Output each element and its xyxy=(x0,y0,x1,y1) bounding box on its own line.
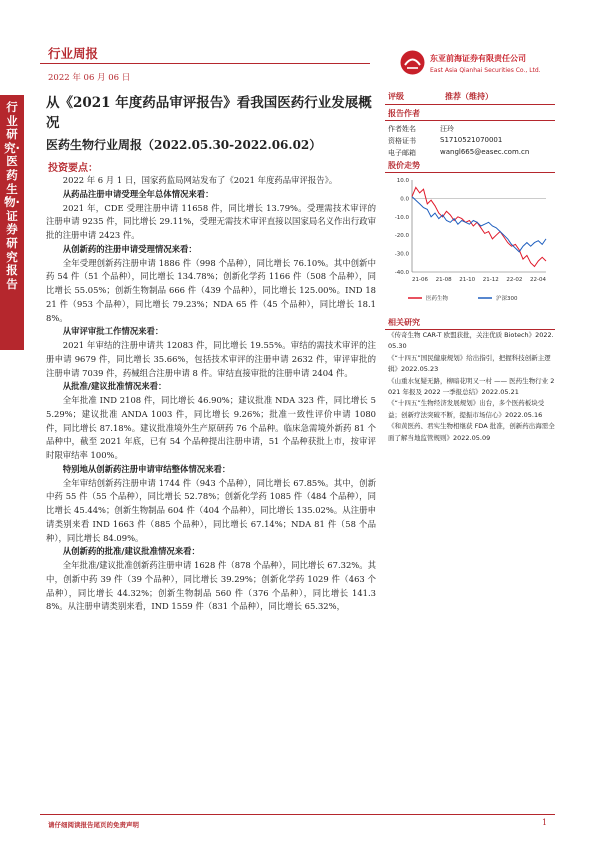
x-tick-label: 21-06 xyxy=(412,277,428,283)
legend-label: 沪深300 xyxy=(496,296,518,302)
author-divider xyxy=(385,120,555,121)
author-email-label: 电子邮箱 xyxy=(388,149,416,157)
investment-highlights-label: 投资要点： xyxy=(48,163,98,174)
author-name-label: 作者姓名 xyxy=(388,125,416,133)
related-item[interactable]: 《和黄医药、君实生物相继获 FDA 批准，创新药出海需全面了解当地监管规则》2022.05.09 xyxy=(388,422,555,442)
related-item[interactable]: 《传奇生物 CAR-T 欧盟获批，关注优质 Biotech》2022.05.30 xyxy=(388,331,554,351)
page-subtitle: 医药生物行业周报（2022.05.30-2022.06.02） xyxy=(46,138,322,152)
report-type: 行业周报 xyxy=(48,46,99,61)
y-tick-label: 10.0 xyxy=(396,178,409,184)
body-heading: 从创新药的注册申请受理情况来看： xyxy=(62,243,197,254)
y-tick-label: -30.0 xyxy=(394,251,409,258)
related-research-list xyxy=(388,330,556,444)
rating-value: 推荐（维持） xyxy=(445,92,493,101)
body-text xyxy=(46,174,376,614)
rating-divider xyxy=(385,104,555,105)
disclaimer-note: 请仔细阅读报告尾页的免责声明 xyxy=(48,821,139,829)
y-tick-label: -40.0 xyxy=(394,270,409,276)
legend-label: 医药生物 xyxy=(426,296,449,302)
x-tick-label: 22-02 xyxy=(506,277,523,283)
page-title: 从《2021 年度药品审评报告》看我国医药行业发展概况 xyxy=(46,95,372,131)
series-line xyxy=(412,197,546,252)
y-tick-label: -20.0 xyxy=(394,233,409,240)
series-line xyxy=(412,187,546,266)
y-tick-label: 0.0 xyxy=(400,196,409,203)
author-name: 汪玲 xyxy=(440,125,454,133)
related-item[interactable]: 《山重水复疑无路，柳暗花明又一村 —— 医药生物行业 2021 年报及 2022 一季报总结》2022.05.21 xyxy=(388,376,555,397)
author-cert-label: 资格证书 xyxy=(388,137,416,145)
body-paragraph: 全年批准 IND 2108 件，同比增长 46.90%；建议批准 NDA 323 件，同比增长 55.29%；建议批准 ANDA 1003 件，同比增长 9.26%；批准一致性评价申请 1080 件，同比增长 87.18%。建议批准境外生产原研药 76 个品种。临床急需境外新药 81 个品种中，截至 2021 年底，已有 54 个品种提出注册申请，51 个品种获批上市，按审评时限审结率 100%。 xyxy=(46,395,376,460)
company-name-en: East Asia Qianhai Securities Co., Ltd. xyxy=(430,67,541,74)
footer-divider xyxy=(40,814,555,815)
stock-trend-title: 股价走势 xyxy=(388,161,420,170)
company-name-cn: 东亚前海证券有限责任公司 xyxy=(430,54,526,63)
trend-divider xyxy=(385,172,555,173)
body-heading: 从药品注册申请受理全年总体情况来看： xyxy=(62,188,214,199)
author-section-title: 报告作者 xyxy=(388,109,420,118)
author-email[interactable]: wangl665@easec.com.cn xyxy=(440,148,530,156)
author-cert: S1710521070001 xyxy=(440,136,503,144)
report-date: 2022 年 06 月 06 日 xyxy=(48,73,131,83)
body-heading: 从批准/建议批准情况来看： xyxy=(62,381,167,392)
related-research-title: 相关研究 xyxy=(388,318,420,327)
body-heading: 特别地从创新药注册申请审结整体情况来看： xyxy=(62,463,231,474)
related-item[interactable]: 《“十四五”国民健康规划》给出指引，把握科技创新主逻辑》2022.05.23 xyxy=(388,353,551,374)
x-tick-label: 21-12 xyxy=(482,277,499,283)
body-paragraph: 2021 年，CDE 受理注册申请 11658 件，同比增长 13.79%。受理需技术审评的注册申请 9235 件，同比增长 29.11%，受理无需技术审评直接以国家局名义作出行政审批的注册申请 2423 件。 xyxy=(46,202,376,240)
body-paragraph: 全年受理创新药注册申请 1886 件（998 个品种），同比增长 76.10%。其中创新中药 54 件（51 个品种），同比增长 134.78%；创新化学药 1166 件（508 个品种），同比增长 55.05%；创新生物制品 666 件（439 个品种），同比增长 125.00%。IND 1821 件（953 个品种），同比增长 79.23%；NDA 65 件（45 个品种），同比增长 18.18%。 xyxy=(46,257,376,323)
body-paragraph: 2022 年 6 月 1 日，国家药监局网站发布了《2021 年度药品审评报告》。 xyxy=(62,175,338,185)
header-divider xyxy=(40,63,370,64)
x-tick-label: 22-04 xyxy=(530,277,546,283)
body-heading: 从创新药的批准/建议批准情况来看： xyxy=(62,546,200,557)
body-heading: 从审评审批工作情况来看： xyxy=(62,326,164,337)
x-tick-label: 21-10 xyxy=(459,277,476,283)
rating-label: 评级 xyxy=(388,92,404,101)
y-tick-label: -10.0 xyxy=(394,214,409,221)
stock-trend-chart xyxy=(386,174,556,312)
body-paragraph: 全年审结创新药注册申请 1744 件（943 个品种），同比增长 67.85%。其中，创新中药 55 件（55 个品种），同比增长 52.78%；创新化学药 1085 件（484 个品种），同比增长 45.44%；创新生物制品 604 件（404 个品种），同比增长 135.02%。从注册申请类别来看 IND 1663 件（885 个品种），同比增长 67.14%；NDA 81 件（58 个品种），同比增长 84.09%。 xyxy=(46,477,376,543)
related-item[interactable]: 《“十四五”生物经济发展规划》出台，多个医药板块受益；创新疗法突破不断，提振市场信心》2022.05.16 xyxy=(388,399,545,419)
page-number: 1 xyxy=(542,818,548,827)
x-tick-label: 21-08 xyxy=(435,277,452,283)
body-paragraph: 2021 年审结的注册申请共 12083 件，同比增长 19.55%。审结的需技术审评的注册申请 9679 件，同比增长 35.66%，包括技术审评的注册申请 2632 件，审评审批的注册申请 7039 件，药械组合注册申请 8 件。审结直接审批的注册申请 2404 件。 xyxy=(46,340,376,378)
sidebar-label: 行业研究·医药生物·证券研究报告 xyxy=(4,100,20,291)
body-paragraph: 全年批准/建议批准创新药注册申请 1628 件（878 个品种），同比增长 67.32%。其中，创新中药 39 件（39 个品种），同比增长 39.29%；创新化学药 1029 件（463 个品种），同比增长 44.32%；创新生物制品 560 件（376 个品种），同比增长 141.38%。从注册申请类别来看，IND 1559 件（831 个品种），同比增长 65.32%， xyxy=(46,560,376,612)
company-logo-icon xyxy=(400,50,425,75)
